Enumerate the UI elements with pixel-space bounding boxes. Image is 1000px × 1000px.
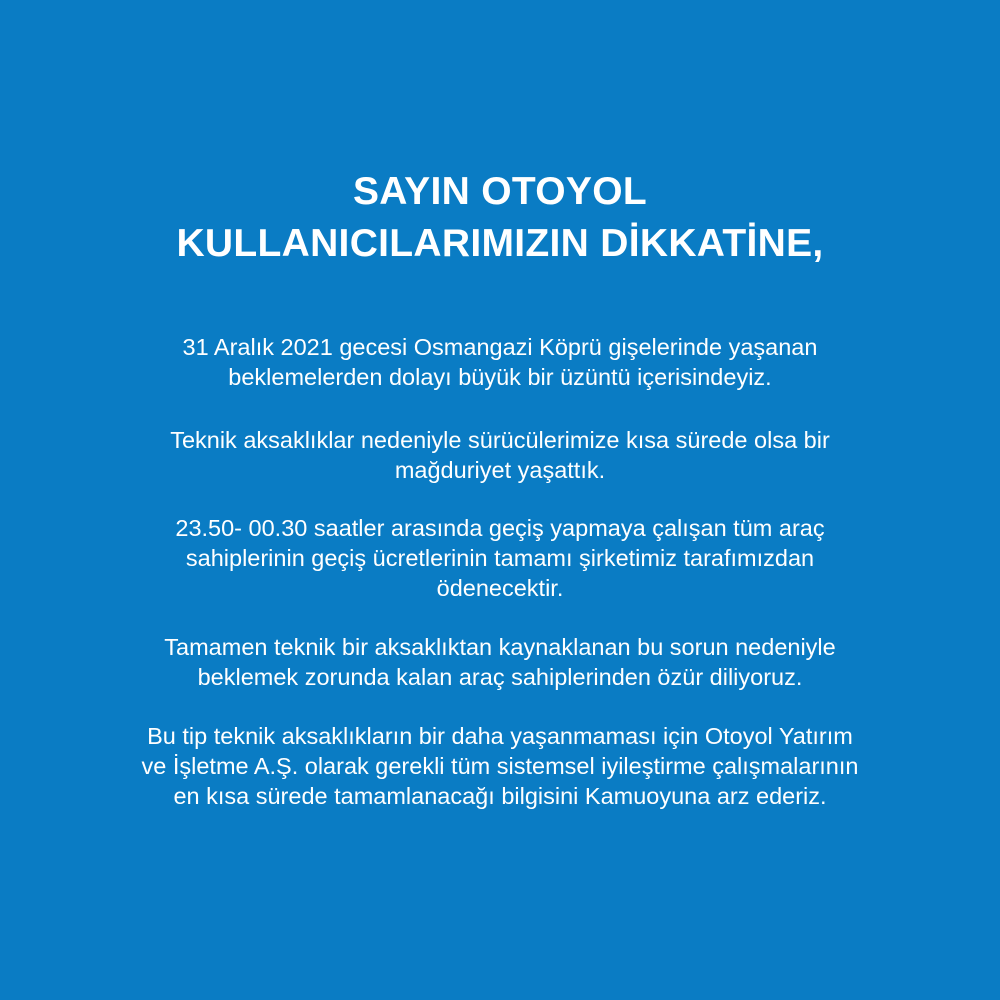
text-line: en kısa sürede tamamlanacağı bilgisini Kamuoyuna arz ederiz.: [173, 783, 827, 809]
text-line: ödenecektir.: [436, 575, 564, 601]
paragraph-apology: [0, 332, 1000, 392]
text-line: 23.50- 00.30 saatler arasında geçiş yapmaya çalışan tüm araç: [175, 515, 825, 541]
text-line: sahiplerinin geçiş ücretlerinin tamamı şirketimiz tarafımızdan: [185, 545, 815, 571]
text-line: mağduriyet yaşattık.: [394, 457, 606, 483]
text-line: Teknik aksaklıklar nedeniyle sürücülerimize kısa sürede olsa bir: [170, 427, 830, 453]
title-line: SAYIN OTOYOL: [352, 170, 647, 213]
text-line: Tamamen teknik bir aksaklıktan kaynaklanan bu sorun nedeniyle: [164, 634, 836, 660]
text-line: beklemek zorunda kalan araç sahiplerinden özür diliyoruz.: [197, 664, 803, 690]
announcement-title: [0, 166, 1000, 270]
text-line: ve İşletme A.Ş. olarak gerekli tüm sistemsel iyileştirme çalışmalarının: [141, 753, 859, 779]
text-line: beklemelerden dolayı büyük bir üzüntü içerisindeyiz.: [228, 364, 772, 390]
text-line: 31 Aralık 2021 gecesi Osmangazi Köprü gişelerinde yaşanan: [182, 334, 818, 360]
text-line: Bu tip teknik aksaklıkların bir daha yaşanmaması için Otoyol Yatırım: [147, 723, 853, 749]
paragraph-technical-issue: [0, 425, 1000, 485]
paragraph-apology-owners: [0, 632, 1000, 692]
paragraph-improvements: [0, 721, 1000, 811]
paragraph-refund: [0, 513, 1000, 603]
title-line: KULLANICILARIMIZIN DİKKATİNE,: [176, 222, 824, 265]
